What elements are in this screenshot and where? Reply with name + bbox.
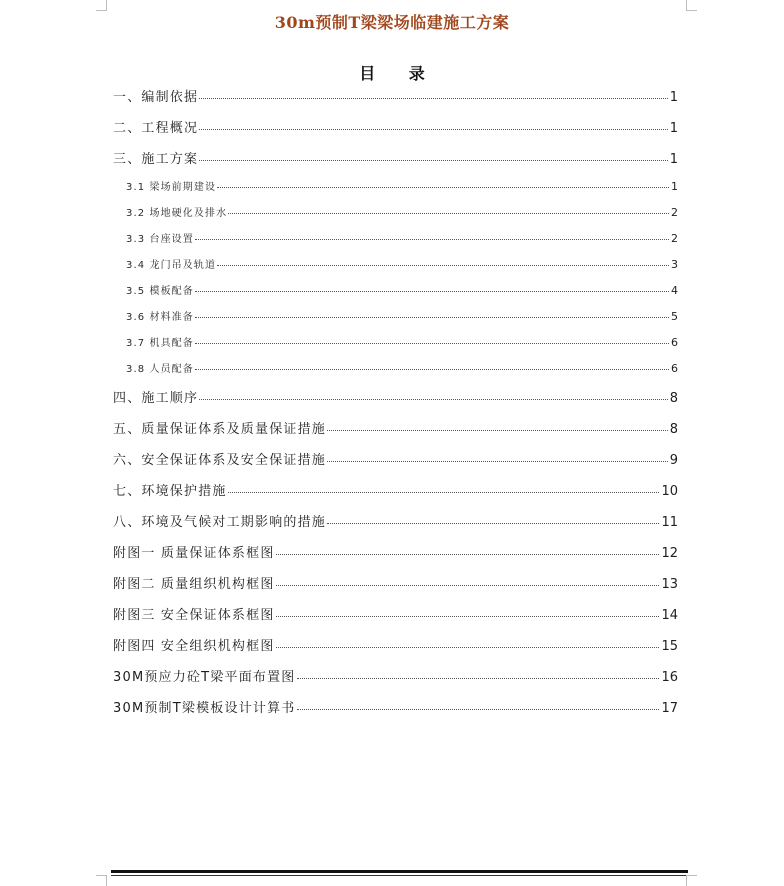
- toc-entry-label: 3.5 模板配备: [126, 286, 194, 297]
- toc-entry[interactable]: [113, 573, 678, 592]
- toc-entry-label: 八、环境及气候对工期影响的措施: [113, 515, 327, 530]
- toc-leader-dots: [228, 213, 669, 214]
- toc-page-number: 1: [669, 152, 678, 167]
- toc-entry[interactable]: [113, 697, 678, 716]
- toc-entry[interactable]: [113, 117, 678, 136]
- toc-entry-label: 3.7 机具配备: [126, 338, 194, 349]
- toc-entry[interactable]: [113, 604, 678, 623]
- toc-page-number: 13: [661, 577, 678, 592]
- toc-leader-dots: [195, 369, 669, 370]
- toc-leader-dots: [297, 709, 660, 710]
- page-corner-mark-bottom-right: [686, 875, 697, 886]
- toc-entry-label: 七、环境保护措施: [113, 484, 227, 499]
- toc-leader-dots: [195, 343, 669, 344]
- toc-entry-label: 3.6 材料准备: [126, 312, 194, 323]
- toc-page-number: 1: [669, 90, 678, 105]
- toc-leader-dots: [327, 461, 668, 462]
- toc-entry[interactable]: [113, 148, 678, 167]
- toc-leader-dots: [195, 291, 669, 292]
- toc-entry-label: 3.4 龙门吊及轨道: [126, 260, 217, 271]
- toc-entry[interactable]: [113, 480, 678, 499]
- footer-rule-thick: [111, 870, 688, 873]
- toc-entry-label: 一、编制依据: [113, 90, 199, 105]
- toc-entry-label: 五、质量保证体系及质量保证措施: [113, 422, 327, 437]
- toc-entry[interactable]: [113, 511, 678, 530]
- toc-subentry[interactable]: [126, 204, 678, 219]
- toc-entry-label: 3.8 人员配备: [126, 364, 194, 375]
- toc-page-number: 8: [669, 422, 678, 437]
- toc-page-number: 6: [671, 336, 678, 349]
- toc-entry-label: 附图三 安全保证体系框图: [113, 608, 275, 623]
- toc-entry-label: 附图四 安全组织机构框图: [113, 639, 275, 654]
- toc-heading: 目 录: [359, 64, 439, 83]
- toc-subentry[interactable]: [126, 178, 678, 193]
- toc-leader-dots: [195, 317, 669, 318]
- toc-leader-dots: [327, 523, 659, 524]
- toc-page-number: 15: [661, 639, 678, 654]
- toc-leader-dots: [217, 265, 669, 266]
- toc-leader-dots: [199, 399, 668, 400]
- toc-page-number: 12: [661, 546, 678, 561]
- toc-entry-label: 3.1 梁场前期建设: [126, 182, 217, 193]
- toc-entry[interactable]: [113, 666, 678, 685]
- toc-page-number: 17: [661, 701, 678, 716]
- toc-entry-label: 3.3 台座设置: [126, 234, 194, 245]
- toc-page-number: 16: [661, 670, 678, 685]
- toc-entry[interactable]: [113, 387, 678, 406]
- toc-leader-dots: [199, 98, 668, 99]
- toc-leader-dots: [276, 554, 660, 555]
- toc-entry[interactable]: [113, 542, 678, 561]
- toc-page-number: 10: [661, 484, 678, 499]
- toc-page-number: 8: [669, 391, 678, 406]
- toc-subentry[interactable]: [126, 282, 678, 297]
- toc-page-number: 3: [671, 258, 678, 271]
- toc-page-number: 11: [661, 515, 678, 530]
- toc-leader-dots: [297, 678, 660, 679]
- toc-page-number: 2: [671, 232, 678, 245]
- toc-page-number: 4: [671, 284, 678, 297]
- toc-page-number: 6: [671, 362, 678, 375]
- document-title: 30m预制T梁梁场临建施工方案: [274, 13, 510, 32]
- toc-entry-label: 四、施工顺序: [113, 391, 199, 406]
- toc-entry-label: 六、安全保证体系及安全保证措施: [113, 453, 327, 468]
- toc-entry[interactable]: [113, 635, 678, 654]
- toc-entry-label: 二、工程概况: [113, 121, 199, 136]
- toc-leader-dots: [276, 585, 660, 586]
- toc-leader-dots: [199, 129, 668, 130]
- toc-entry-label: 30M预制T梁模板设计计算书: [113, 701, 296, 716]
- toc-entry-label: 30M预应力砼T梁平面布置图: [113, 670, 296, 685]
- toc-entry-label: 附图一 质量保证体系框图: [113, 546, 275, 561]
- toc-page-number: 1: [671, 180, 678, 193]
- toc-page-number: 9: [669, 453, 678, 468]
- toc-page-number: 1: [669, 121, 678, 136]
- toc-leader-dots: [276, 647, 660, 648]
- toc-leader-dots: [276, 616, 660, 617]
- toc-subentry[interactable]: [126, 256, 678, 271]
- toc-leader-dots: [195, 239, 669, 240]
- toc-entry-label: 3.2 场地硬化及排水: [126, 208, 228, 219]
- toc-entry[interactable]: [113, 418, 678, 437]
- toc-subentry[interactable]: [126, 334, 678, 349]
- toc-entry[interactable]: [113, 449, 678, 468]
- footer-rule-thin: [111, 875, 688, 876]
- toc-subentry[interactable]: [126, 360, 678, 375]
- toc-page-number: 5: [671, 310, 678, 323]
- toc-leader-dots: [217, 187, 669, 188]
- toc-subentry[interactable]: [126, 308, 678, 323]
- toc-page-number: 2: [671, 206, 678, 219]
- toc-entry-label: 三、施工方案: [113, 152, 199, 167]
- toc-entry[interactable]: [113, 86, 678, 105]
- toc-page-number: 14: [661, 608, 678, 623]
- toc-entry-label: 附图二 质量组织机构框图: [113, 577, 275, 592]
- toc-leader-dots: [327, 430, 668, 431]
- page-corner-mark-bottom-left: [96, 875, 107, 886]
- toc-leader-dots: [228, 492, 660, 493]
- toc-subentry[interactable]: [126, 230, 678, 245]
- toc-leader-dots: [199, 160, 668, 161]
